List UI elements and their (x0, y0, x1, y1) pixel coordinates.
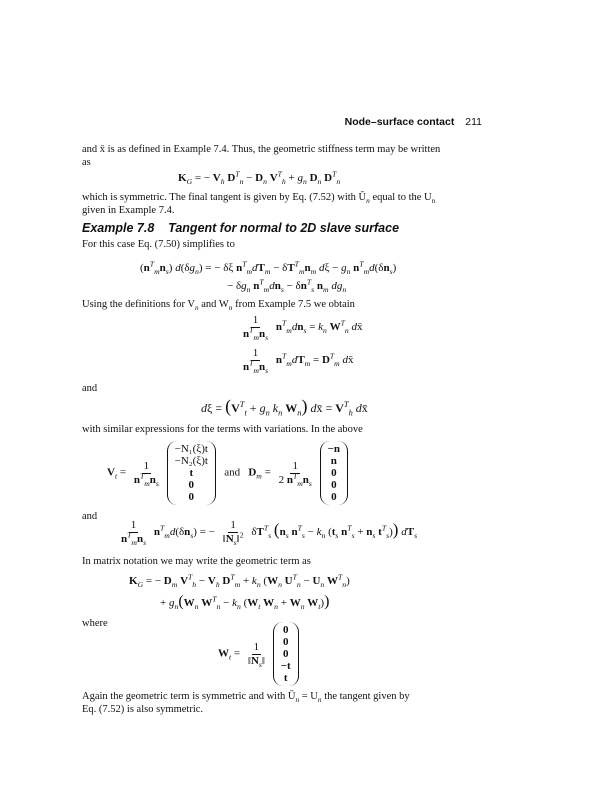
vt-row-3: t (189, 467, 194, 479)
equation-variation-2: − $\delta g_n$ $n^T_mdn_s - \delta n^T_s$ $n_m$ $dg_n$ (227, 277, 347, 295)
header-title: Node–surface contact (344, 116, 455, 128)
paragraph-intro-line1: and x̄ is as defined in Example 7.4. Thus, the geometric stiffness term may be written (82, 144, 441, 155)
paragraph-closing-line1: Again the geometric term is symmetric and with $Ū_n = U_n$ the tangent given by (82, 691, 410, 705)
p2-part1: which is symmetric. The final tangent is given by Eq. (7.52) with Ū (82, 192, 367, 203)
wt-row-4: −t (280, 660, 291, 672)
paragraph-symmetric (82, 191, 522, 217)
paragraph-simplifies: For this case Eq. (7.50) simplifies to (82, 239, 235, 250)
equation-kg-1: $K_G$ = − $V_h$ $D^T_n - D_n$ $V^T_h + g_n$ $D_n$ $D^T_n$ (178, 169, 341, 187)
wt-row-3: 0 (282, 648, 289, 660)
paragraph-intro-line2: as (82, 157, 91, 168)
paragraph-closing-line2: Eq. (7.52) is also symmetric. (82, 704, 204, 715)
vt-row-5: 0 (188, 491, 195, 503)
dm-row-1: −n (327, 443, 341, 455)
equation-vt-dm: $V_t$ = $\frac{1}{n^T_mn_s}$ −N₁(ξ)t −N₂(ξ)t t 0 0 and $D_m$ = $\frac{1}{2 n^T_mn_s}$ −n n 0 0 0 (107, 441, 348, 505)
equation-variation-1: $(n^T_mn_s) d(\delta g_n)$ = − δξ $n^T_mdT_m - \delta T^T_mn_m$ $d\xi - g_n$ $n^T_md(\delta n_s)$ (140, 259, 397, 277)
dm-row-3: 0 (331, 467, 337, 479)
kg-symbol: K (178, 172, 187, 184)
equation-wt: $W_t$ = $\frac{1}{‖N_s‖}$ 0 0 0 −t t (218, 622, 299, 686)
p4-part3: from Example 7.5 we obtain (232, 299, 355, 310)
p4-part1: Using the definitions for V (82, 299, 195, 310)
wt-row-1: 0 (282, 624, 289, 636)
paragraph-closing (82, 690, 522, 716)
paragraph-symmetric-line1: which is symmetric. The final tangent is given by Eq. (7.52) with $Ū_n$ equal to the $U_n$ (82, 192, 436, 206)
wt-row-5: t (283, 672, 288, 684)
paragraph-similar: with similar expressions for the terms with variations. In the above (82, 424, 363, 435)
vt-row-1: −N₁(ξ)t (174, 443, 208, 455)
equation-kg-2a: $K_G$ = − $D_m$ $V^T_h - V_h$ $D^T_m + k_n$ ($W_n$ $U^T_n - U_n$ $W^T_n$) (129, 572, 350, 590)
vector-wt (273, 622, 299, 686)
example-heading (82, 221, 399, 235)
running-header (345, 116, 482, 128)
dm-row-4: 0 (331, 479, 337, 491)
paragraph-intro (82, 143, 522, 169)
wt-row-2: 0 (282, 636, 289, 648)
vt-row-4: 0 (188, 479, 195, 491)
example-number: Example 7.8 (82, 221, 155, 235)
equation-dxi: $d\xi = (V^T_t + g_n$ $k_n$ $W_n$) dx̄ = $V^T_h$ dx̄ (201, 396, 368, 418)
vector-dm (320, 441, 348, 505)
word-and-1: and (82, 383, 98, 394)
paragraph-symmetric-line2: given in Example 7.4. (82, 205, 175, 216)
p7-part2: = U (299, 691, 318, 702)
p2-part2: equal to the U (369, 192, 432, 203)
p7-part3: the tangent given by (321, 691, 410, 702)
equation-dtm: $\frac{1}{n^T_mn_s}$ $n^T_mdT_m = D^T_m$ dx̄ (243, 347, 354, 376)
vt-row-2: −N₂(ξ)t (174, 455, 208, 467)
dm-row-2: n (330, 455, 337, 467)
paragraph-definitions: Using the definitions for $V_n$ and $W_n$ from Example 7.5 we obtain (82, 299, 355, 313)
p7-part1: Again the geometric term is symmetric and with Ū (82, 691, 296, 702)
word-and-2: and (224, 466, 241, 479)
equation-dns: $\frac{1}{n^T_mn_s}$ $n^T_mdn_s = k_n$ $W^T_n$ dx̄ (243, 314, 363, 343)
equation-kg-2b: + $g_n(W_n$ $W^T_n - k_n$ ($W_t$ $W_n + W_n$ $W_t$)) (160, 593, 330, 612)
dm-row-5: 0 (331, 491, 337, 503)
vector-vt (167, 441, 216, 505)
word-where: where (82, 618, 108, 629)
paragraph-matrix-notation: In matrix notation we may write the geometric term as (82, 556, 311, 567)
frac-one-vt: 1 (143, 459, 150, 472)
equation-dns-variation: $\frac{1}{n^T_mn_s}$ $n^T_md(\delta n_s)$ = − $\frac{1}{‖N_s‖^2}$ $\delta T^T_s$ ($n_s$ $n^T_s - k_n$ ($t_s$ $n^T_s + n_s$ $t^T_s$)) $dT_s$ (121, 519, 418, 548)
p4-part2: and W (198, 299, 229, 310)
word-and-3: and (82, 511, 98, 522)
example-title: Tangent for normal to 2D slave surface (168, 221, 400, 235)
page-number: 211 (465, 116, 482, 128)
